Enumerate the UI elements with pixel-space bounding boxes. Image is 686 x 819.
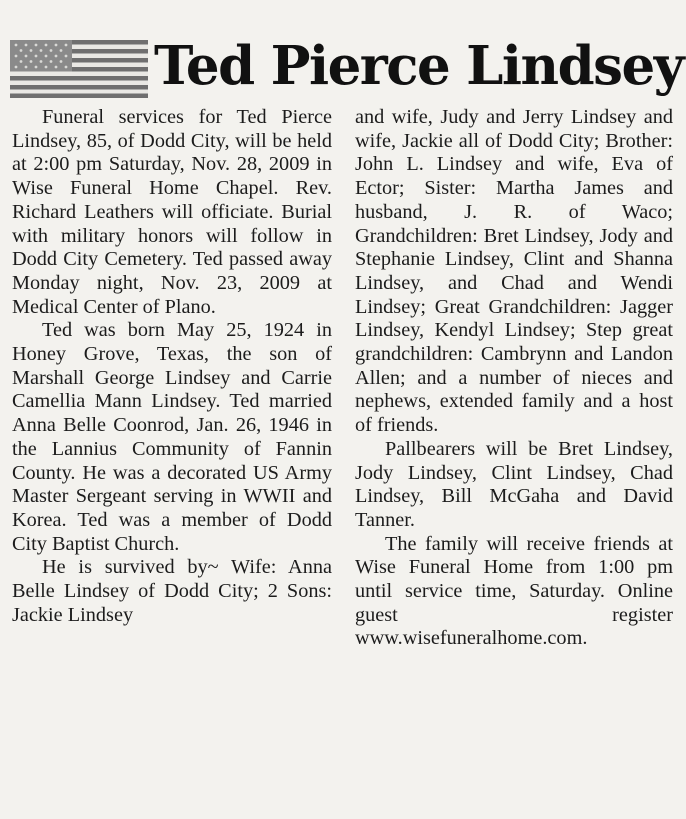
- obituary-title: Ted Pierce Lindsey: [154, 35, 684, 97]
- left-column: [12, 106, 332, 627]
- paragraph-survivors-continued: and wife, Judy and Jerry Lindsey and wife, Jackie all of Dodd City; Brother: John L. Lindsey and wife, Eva of Ector; Sister: Martha James and husband, J. R. of Waco; Grandchildren: Bret Lindsey, Jody and Stephanie Lindsey, Clint and Shanna Lindsey, and Chad and Wendi Lindsey; Great Grandchildren: Jagger Lindsey, Kendyl Lindsey; Step great grandchildren: Cambrynn and Landon Allen; and a number of nieces and nephews, extended family and a host of friends.: [355, 106, 673, 437]
- obituary-header: [10, 30, 684, 102]
- paragraph-pallbearers: Pallbearers will be Bret Lindsey, Jody Lindsey, Clint Lindsey, Chad Lindsey, Bill McGaha and David Tanner.: [355, 437, 673, 531]
- paragraph-visitation: The family will receive friends at Wise Funeral Home from 1:00 pm until service time, Saturday. Online guest register www.wisefuneralhome.com.: [355, 532, 673, 650]
- american-flag-icon: [10, 40, 148, 98]
- paragraph-services: Funeral services for Ted Pierce Lindsey, 85, of Dodd City, will be held at 2:00 pm Saturday, Nov. 28, 2009 in Wise Funeral Home Chapel. Rev. Richard Leathers will officiate. Burial with military honors will follow in Dodd City Cemetery. Ted passed away Monday night, Nov. 23, 2009 at Medical Center of Plano.: [12, 106, 332, 318]
- paragraph-biography: Ted was born May 25, 1924 in Honey Grove, Texas, the son of Marshall George Lindsey and Carrie Camellia Mann Lindsey. Ted married Anna Belle Coonrod, Jan. 26, 1946 in the Lannius Community of Fannin County. He was a decorated US Army Master Sergeant serving in WWII and Korea. Ted was a member of Dodd City Baptist Church.: [12, 319, 332, 555]
- right-column: [355, 106, 673, 651]
- paragraph-survivors-start: He is survived by~ Wife: Anna Belle Lindsey of Dodd City; 2 Sons: Jackie Lindsey: [12, 556, 332, 626]
